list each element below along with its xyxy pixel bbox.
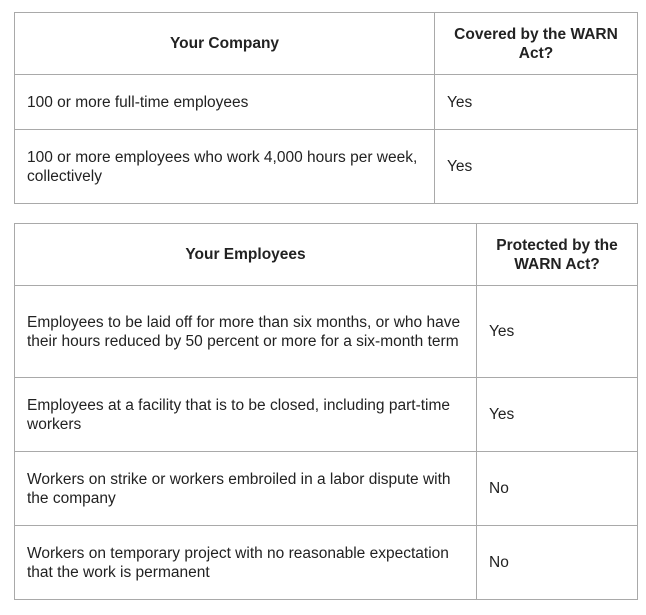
table-row [15,75,638,130]
row-label: 100 or more employees who work 4,000 hours per week, collectively [15,130,435,204]
row-answer: Yes [435,75,638,130]
row-answer: No [477,452,638,526]
table-row [15,526,638,600]
row-answer: Yes [435,130,638,204]
table-header-row [15,224,638,286]
employee-protection-table [14,223,638,600]
column-header-your-company: Your Company [15,13,435,75]
column-header-protected: Protected by the WARN Act? [477,224,638,286]
row-label: Employees to be laid off for more than six months, or who have their hours reduced by 50 percent or more for a six-month term [15,286,477,378]
row-label: Employees at a facility that is to be closed, including part-time workers [15,378,477,452]
row-answer: No [477,526,638,600]
table-row [15,130,638,204]
row-answer: Yes [477,286,638,378]
row-label: 100 or more full-time employees [15,75,435,130]
company-coverage-table [14,12,638,204]
table-row [15,286,638,378]
row-label: Workers on strike or workers embroiled in a labor dispute with the company [15,452,477,526]
table-row [15,452,638,526]
column-header-your-employees: Your Employees [15,224,477,286]
row-label: Workers on temporary project with no reasonable expectation that the work is permanent [15,526,477,600]
table-row [15,378,638,452]
row-answer: Yes [477,378,638,452]
table-header-row [15,13,638,75]
column-header-covered: Covered by the WARN Act? [435,13,638,75]
